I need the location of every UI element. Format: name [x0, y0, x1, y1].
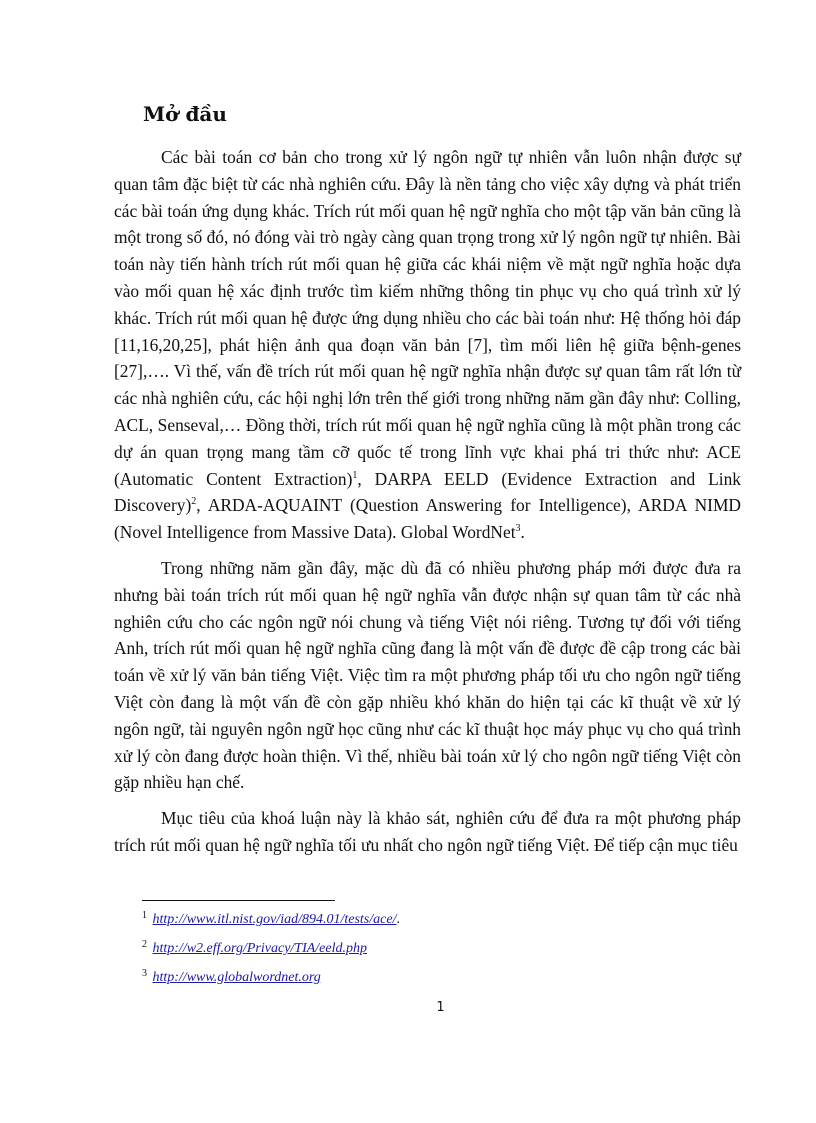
- page-number: 1: [436, 1000, 445, 1015]
- footnote-number: 3: [142, 968, 147, 979]
- footnote-ref-2[interactable]: 2: [191, 496, 197, 508]
- footnote-number: 1: [142, 910, 147, 921]
- footnotes: [142, 908, 400, 995]
- footnote-1-suffix: .: [396, 912, 400, 927]
- paragraph-2: Trong những năm gần đây, mặc dù đã có nhiều phương pháp mới được đưa ra nhưng bài toán trích rút mối quan hệ ngữ nghĩa vẫn được nhận sự quan tâm từ các nhà nghiên cứu cho các ngôn ngữ nói chung và tiếng Việt nói riêng. Tương tự đối với tiếng Anh, trích rút mối quan hệ ngữ nghĩa cũng đang là một vấn đề được đề cập trong các bài toán về xử lý văn bản tiếng Việt. Việc tìm ra một phương pháp tối ưu cho ngôn ngữ tiếng Việt còn đang là một vấn đề còn gặp nhiều khó khăn do hiện tại các kĩ thuật về xử lý ngôn ngữ, tài nguyên ngôn ngữ học cũng như các kĩ thuật học máy phục vụ cho quá trình xử lý còn đang được hoàn thiện. Vì thế, nhiều bài toán xử lý cho ngôn ngữ tiếng Việt còn gặp nhiều hạn chế.: [114, 557, 741, 793]
- paragraph-1-text-b: , DARPA EELD (Evidence Extraction and Link Discovery): [114, 468, 741, 516]
- footnote-separator: [142, 900, 335, 901]
- paragraph-1: [114, 144, 741, 546]
- footnote-ref-3[interactable]: 3: [515, 523, 521, 535]
- footnote-number: 2: [142, 939, 147, 950]
- footnote-2-link[interactable]: http://w2.eff.org/Privacy/TIA/eeld.php: [152, 941, 367, 956]
- footnote-1-link[interactable]: http://www.itl.nist.gov/iad/894.01/tests/ace/: [152, 912, 397, 927]
- footnote-3: [142, 966, 400, 985]
- body-text: [114, 144, 741, 859]
- footnote-3-link[interactable]: http://www.globalwordnet.org: [152, 970, 321, 985]
- footnote-ref-1[interactable]: 1: [352, 469, 358, 481]
- footnote-1: [142, 908, 400, 927]
- paragraph-1-text-a: Các bài toán cơ bản cho trong xử lý ngôn ngữ tự nhiên vẫn luôn nhận được sự quan tâm đặc biệt từ các nhà nghiên cứu. Đây là nền tảng cho việc xây dựng và phát triển các bài toán ứng dụng khác. Trích rút mối quan hệ ngữ nghĩa cho một tập văn bản cũng là một trong số đó, nó đóng vài trò ngày càng quan trọng trong xử lý ngôn ngữ tự nhiên. Bài toán này tiến hành trích rút mối quan hệ giữa các khái niệm về mặt ngữ nghĩa hoặc dựa vào mối quan hệ xác định trước tìm kiếm những thông tin phục vụ cho quá trình xử lý khác. Trích rút mối quan hệ được ứng dụng nhiều cho các bài toán như: Hệ thống hỏi đáp [11,16,20,25], phát hiện ảnh qua đoạn văn bản [7], tìm mối liên hệ giữa bệnh-genes [27],…. Vì thế, vấn đề trích rút mối quan hệ ngữ nghĩa nhận được sự quan tâm rất lớn từ các nhà nghiên cứu, các hội nghị lớn trên thế giới trong những năm gần đây như: Colling, ACL, Senseval,… Đồng thời, trích rút mối quan hệ ngữ nghĩa cũng là một phần trong các dự án quan trọng mang tầm cỡ quốc tế trong lĩnh vực khai phá tri thức như: ACE (Automatic Content Extraction): [114, 147, 741, 489]
- paragraph-3: Mục tiêu của khoá luận này là khảo sát, nghiên cứu để đưa ra một phương pháp trích rút mối quan hệ ngữ nghĩa tối ưu nhất cho ngôn ngữ tiếng Việt. Để tiếp cận mục tiêu: [114, 808, 741, 855]
- section-heading: Mở đầu: [143, 102, 227, 126]
- footnote-2: [142, 937, 400, 956]
- paragraph-1-text-d: .: [520, 522, 525, 543]
- paragraph-1-text-c: , ARDA-AQUAINT (Question Answering for Intelligence), ARDA NIMD (Novel Intelligence from Massive Data). Global WordNet: [114, 495, 741, 543]
